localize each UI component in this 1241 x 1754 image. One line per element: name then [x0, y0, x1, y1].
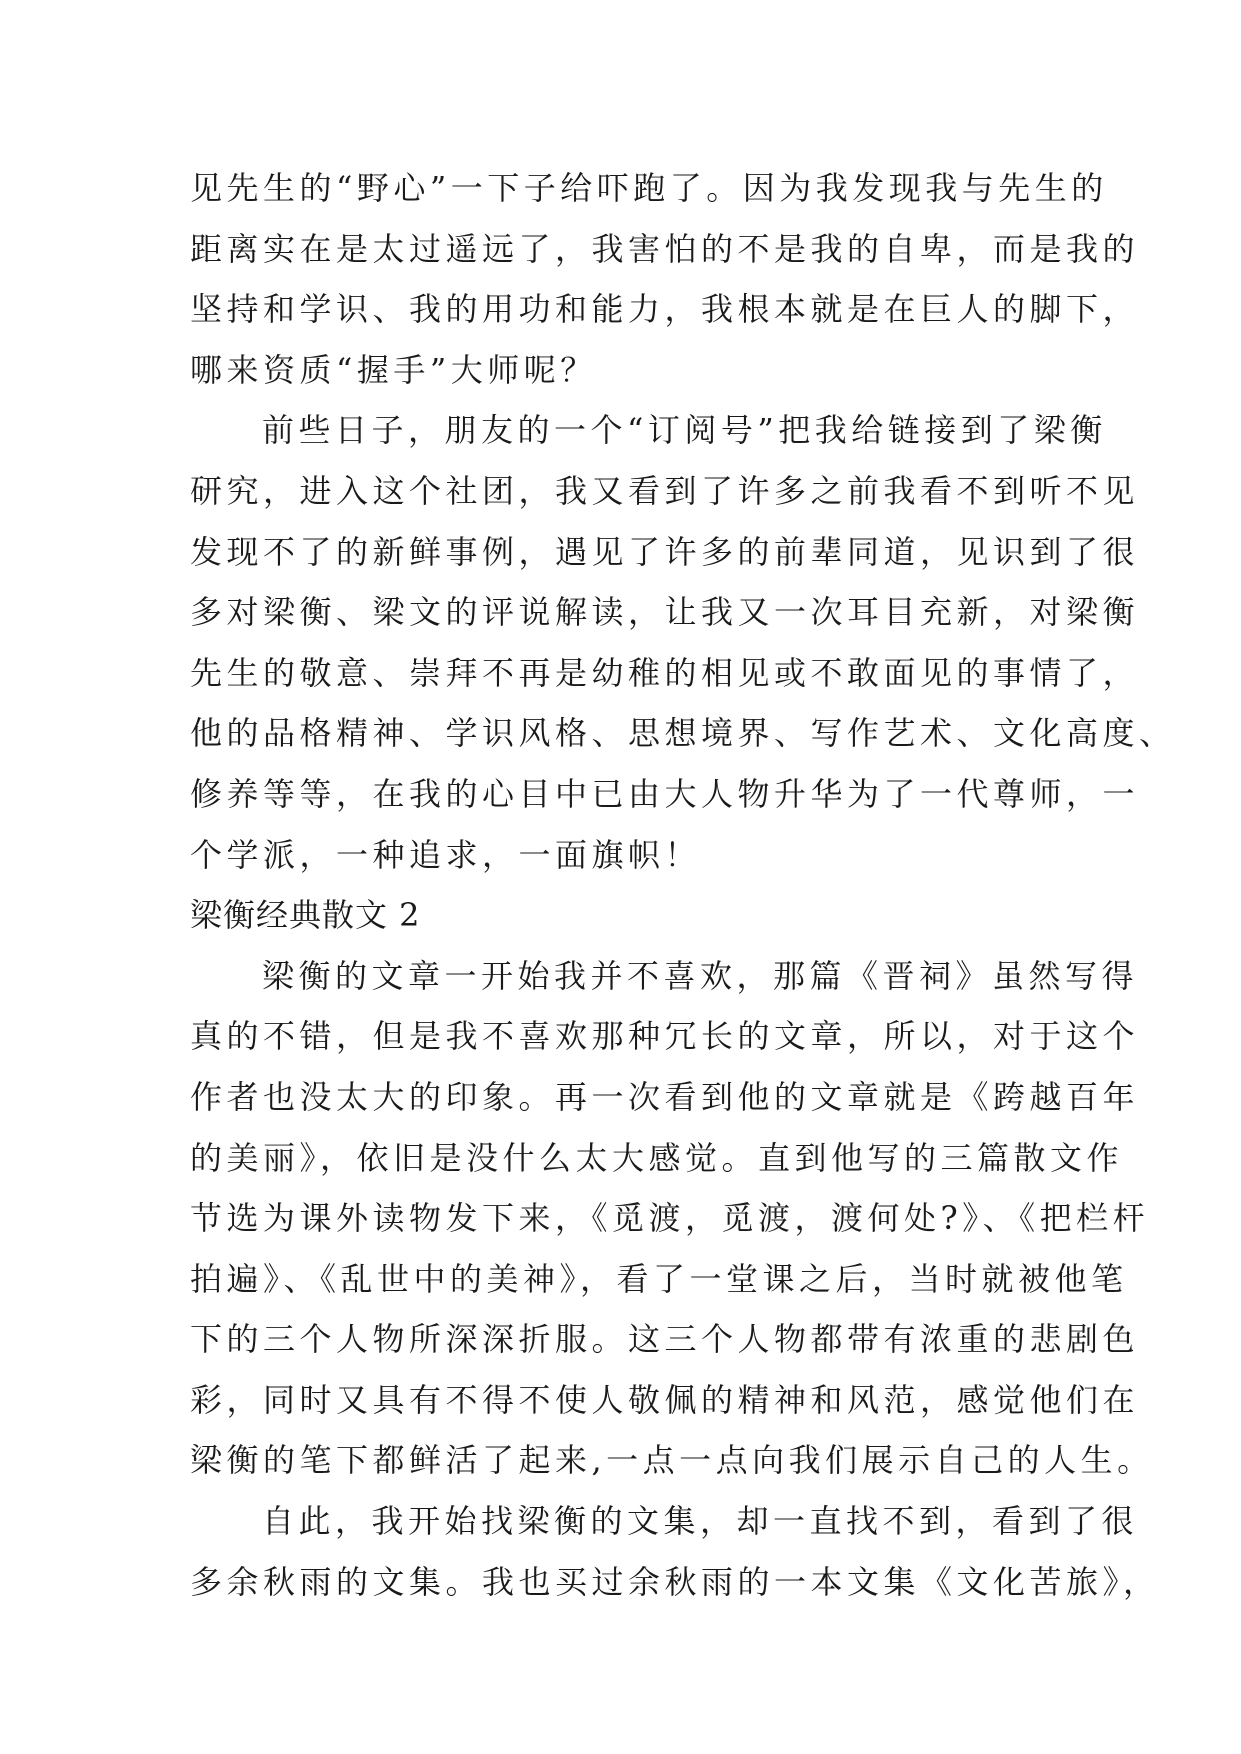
- text-line: 多对梁衡、梁文的评说解读，让我又一次耳目充新，对梁衡: [190, 593, 1140, 632]
- text-line: 哪来资质“握手”大师呢？: [190, 350, 597, 389]
- text-line: 下的三个人物所深深折服。这三个人物都带有浓重的悲剧色: [190, 1320, 1140, 1359]
- body-text: [190, 158, 1176, 1612]
- text-line: 修养等等，在我的心目中已由大人物升华为了一代尊师，一: [190, 774, 1140, 813]
- text-line: 节选为课外读物发下来，《觅渡，觅渡，渡何处?》、《把栏杆: [190, 1199, 1150, 1238]
- text-line: 作者也没太大的印象。再一次看到他的文章就是《跨越百年: [190, 1077, 1140, 1116]
- text-line: 拍遍》、《乱世中的美神》，看了一堂课之后，当时就被他笔: [190, 1259, 1128, 1298]
- text-line: 研究，进入这个社团，我又看到了许多之前我看不到听不见: [190, 471, 1140, 510]
- text-line: 他的品格精神、学识风格、思想境界、写作艺术、文化高度、: [190, 714, 1176, 753]
- text-line: 真的不错，但是我不喜欢那种冗长的文章，所以，对于这个: [190, 1017, 1140, 1056]
- paragraph-first-line: 梁衡的文章一开始我并不喜欢，那篇《晋祠》虽然写得: [262, 956, 1139, 995]
- text-line: 彩，同时又具有不得不使人敬佩的精神和风范，感觉他们在: [190, 1380, 1140, 1419]
- text-line: 发现不了的新鲜事例，遇见了许多的前辈同道，见识到了很: [190, 532, 1140, 571]
- text-line: 个学派，一种追求，一面旗帜！: [190, 835, 702, 874]
- section-heading: 梁衡经典散文 2: [190, 896, 421, 935]
- paragraph-first-line: 前些日子，朋友的一个“订阅号”把我给链接到了梁衡: [262, 411, 1107, 450]
- text-line: 多余秋雨的文集。我也买过余秋雨的一本文集《文化苦旅》，: [190, 1562, 1160, 1601]
- paragraph-first-line: 自此，我开始找梁衡的文集，却一直找不到，看到了很: [262, 1502, 1139, 1541]
- text-line: 坚持和学识、我的用功和能力，我根本就是在巨人的脚下，: [190, 290, 1140, 329]
- text-line: 先生的敬意、崇拜不再是幼稚的相见或不敢面见的事情了，: [190, 653, 1140, 692]
- text-line: 的美丽》，依旧是没什么太大感觉。直到他写的三篇散文作: [190, 1138, 1124, 1177]
- text-line: 距离实在是太过遥远了，我害怕的不是我的自卑，而是我的: [190, 229, 1140, 268]
- text-line: 梁衡的笔下都鲜活了起来,一点一点向我们展示自己的人生。: [190, 1441, 1154, 1480]
- text-line: 见先生的“野心”一下子给吓跑了。因为我发现我与先生的: [190, 169, 1108, 207]
